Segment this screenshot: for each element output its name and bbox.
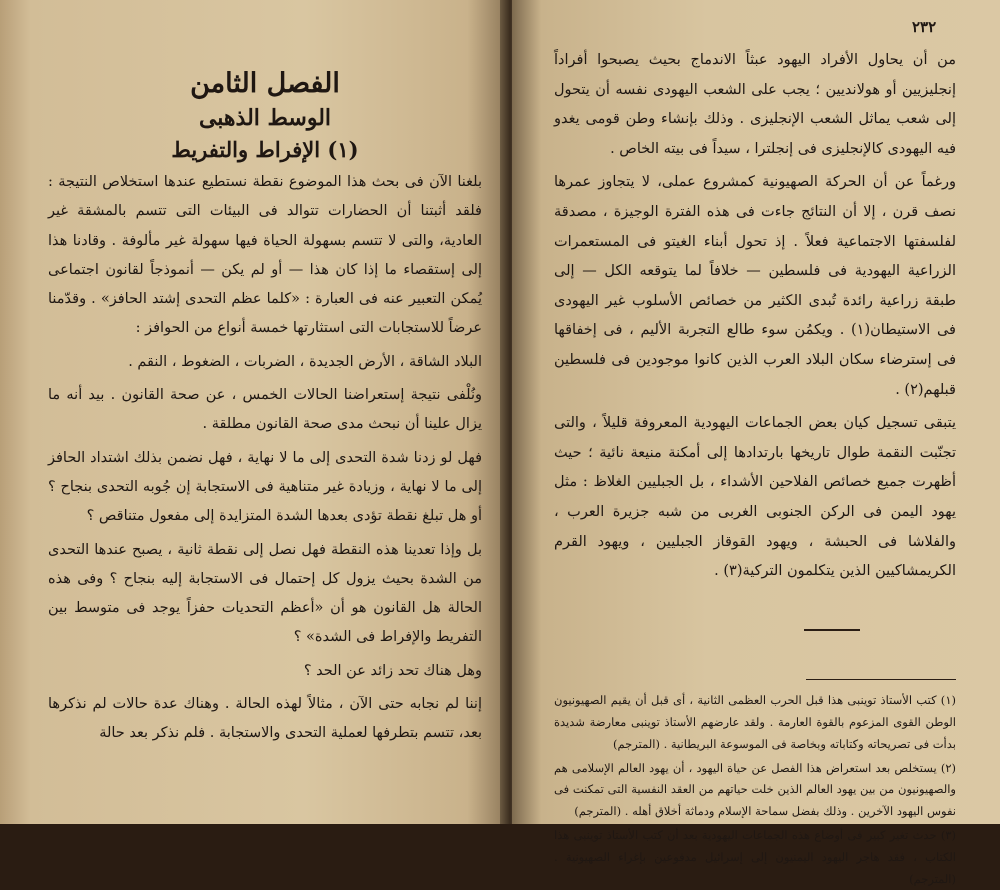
right-paragraph-2: ورغماً عن أن الحركة الصهيونية كمشروع عملى، لا يتجاوز عمرها نصف قرن ، إلا أن النتائج جاءت فى هذه الفترة الوجيزة ، مصدقة لفلسفتها الاجتماعية فعلاً . إذ تحول أبناء الغيتو فى المستعمرات الزراعية اليهودية فى فلسطين — خلافاً لما يتوقعه الكل — إلى طبقة زراعية رائدة تُبدى الكثير من خصائص الأسلوب غير اليهودى فى الاستيطان(١) . ويكمُن سوء طالع التجربة الأليم ، فى إخفاقها فى إسترضاء سكان البلاد العرب الذين كانوا موجودين فى فلسطين قبلهم(٢) . [554,174,956,398]
page-number: ٢٣٢ [912,18,937,36]
left-paragraph-1: بلغنا الآن فى بحث هذا الموضوع نقطة نستطيع عندها استخلاص النتيجة : فلقد أثبتنا أن الحضارات تتوالد فى البيئات التى تتسم بالمشقة غير العادية، والتى لا تتسم بسهولة الحياة فيها سهولة غير مألوفة . وقادنا هذا إلى إستقصاء ما إذا كان هذا — أو لم يكن — أنموذجاً لقانون اجتماعى يُمكن التعبير عنه فى العبارة : «كلما عظم التحدى إشتد الحافز» . وقدّمنا عرضاً للاستجابات التى استثارتها خمسة أنواع من الحوافز : [48,174,482,337]
right-page [512,0,1000,886]
right-paragraph-1: من أن يحاول الأفراد اليهود عبثاً الاندماج بحيث يصبحوا أفراداً إنجليزيين أو هولانديين ؛ يجب على الشعب اليهودى نفسه أن يتحول إلى شعب يماثل الشعب الإنجليزى . وذلك بإنشاء وطن قومى يغدو فيه اليهودى كالإنجليزى فى إنجلترا ، سيداً فى بيته الخاص . [554,52,956,157]
left-paragraph-3: ونُلْفى نتيجة إستعراضنا الحالات الخمس ، عن صحة القانون . بيد أنه ما يزال علينا أن نبحث مدى صحة القانون مطلقة . [48,387,482,433]
left-paragraph-2: البلاد الشاقة ، الأرض الجديدة ، الضربات ، الضغوط ، النقم . [128,353,482,370]
chapter-title: الفصل الثامن [190,68,340,99]
section-title: الوسط الذهبى [198,105,332,131]
footnote-3: (٣) حدث تغير كبير فى أوضاع هذه الجماعات اليهودية بعد أن كتب الأستاذ توينبى هذا الكتاب ، فقد هاجر اليهود اليمنيون إلى إسرائيل مدفوعين بإغراء الصهيونية . (المترجم) [554,827,956,886]
left-page [0,0,508,824]
left-paragraph-7: إننا لم نجابه حتى الآن ، مثالاً لهذه الحالة . وهناك عدة حالات لم نذكرها بعد، تتسم بتطرفها لعملية التحدى والاستجابة . فلم نذكر بعد حالة [48,696,482,742]
left-paragraph-4: فهل لو زدنا شدة التحدى إلى ما لا نهاية ، فهل نضمن بذلك اشتداد الحافز إلى ما لا نهاية ، وزيادة غير متناهية فى الاستجابة إن جُوبه التحدى بنجاح ؟ أو هل تبلغ نقطة تؤدى بعدها الشدة المتزايدة إلى مفعول متناقص ؟ [48,449,482,525]
left-paragraph-6: وهل هناك تحد زائد عن الحد ؟ [303,662,482,679]
left-paragraph-5: بل وإذا تعدينا هذه النقطة فهل نصل إلى نقطة ثانية ، يصبح عندها التحدى من الشدة بحيث يزول كل إحتمال فى الاستجابة إليه بنجاح ؟ وفى هذه الحالة هل القانون هو أن «أعظم التحديات حفزاً يوجد فى متوسط بين التفريط والإفراط فى الشدة» ؟ [48,541,482,646]
footnote-1: (١) كتب الأستاذ توينبى هذا قبل الحرب العظمى الثانية ، أى قبل أن يقيم الصهيونيون الوطن القوى المزعوم بالقوة العارمة . ولقد عارضهم الأستاذ توينبى معارضة شديدة بدأت فى تصريحاته وكتاباته وبخاصة فى الموسوعة البريطانية . (المترجم) [554,693,956,751]
subsection-title: (١) الإفراط والتفريط [171,137,359,162]
footnote-2: (٢) يستخلص بعد استعراض هذا الفصل عن حياة اليهود ، أن يهود العالم الإسلامى هم والصهيونيون من بين يهود العالم الذين خلت حياتهم من العقد النفسية التى تمكنت فى نفوس اليهود الآخرين . وذلك بفضل سماحة الإسلام ودماثة أخلاق أهله . (المترجم) [554,760,956,819]
right-paragraph-3: يتبقى تسجيل كيان بعض الجماعات اليهودية المعروفة قليلاً ، والتى تجنّبت النقمة طوال تاريخها بارتدادها إلى أمكنة منيعة نائية ؛ حيث أظهرت جميع خصائص الفلاحين الأشداء ، بل الجبليين الغلاظ : مثل يهود اليمن فى الركن الجنوبى الغربى من شبه جزيرة العرب ، والفلاشا فى الحبشة ، ويهود القوقاز الجبليين ، ويهود القرم الكريمشاكيين الذين يتكلمون التركية(٣) . [554,415,956,580]
footnote-rule [806,679,956,681]
section-divider [804,629,860,631]
